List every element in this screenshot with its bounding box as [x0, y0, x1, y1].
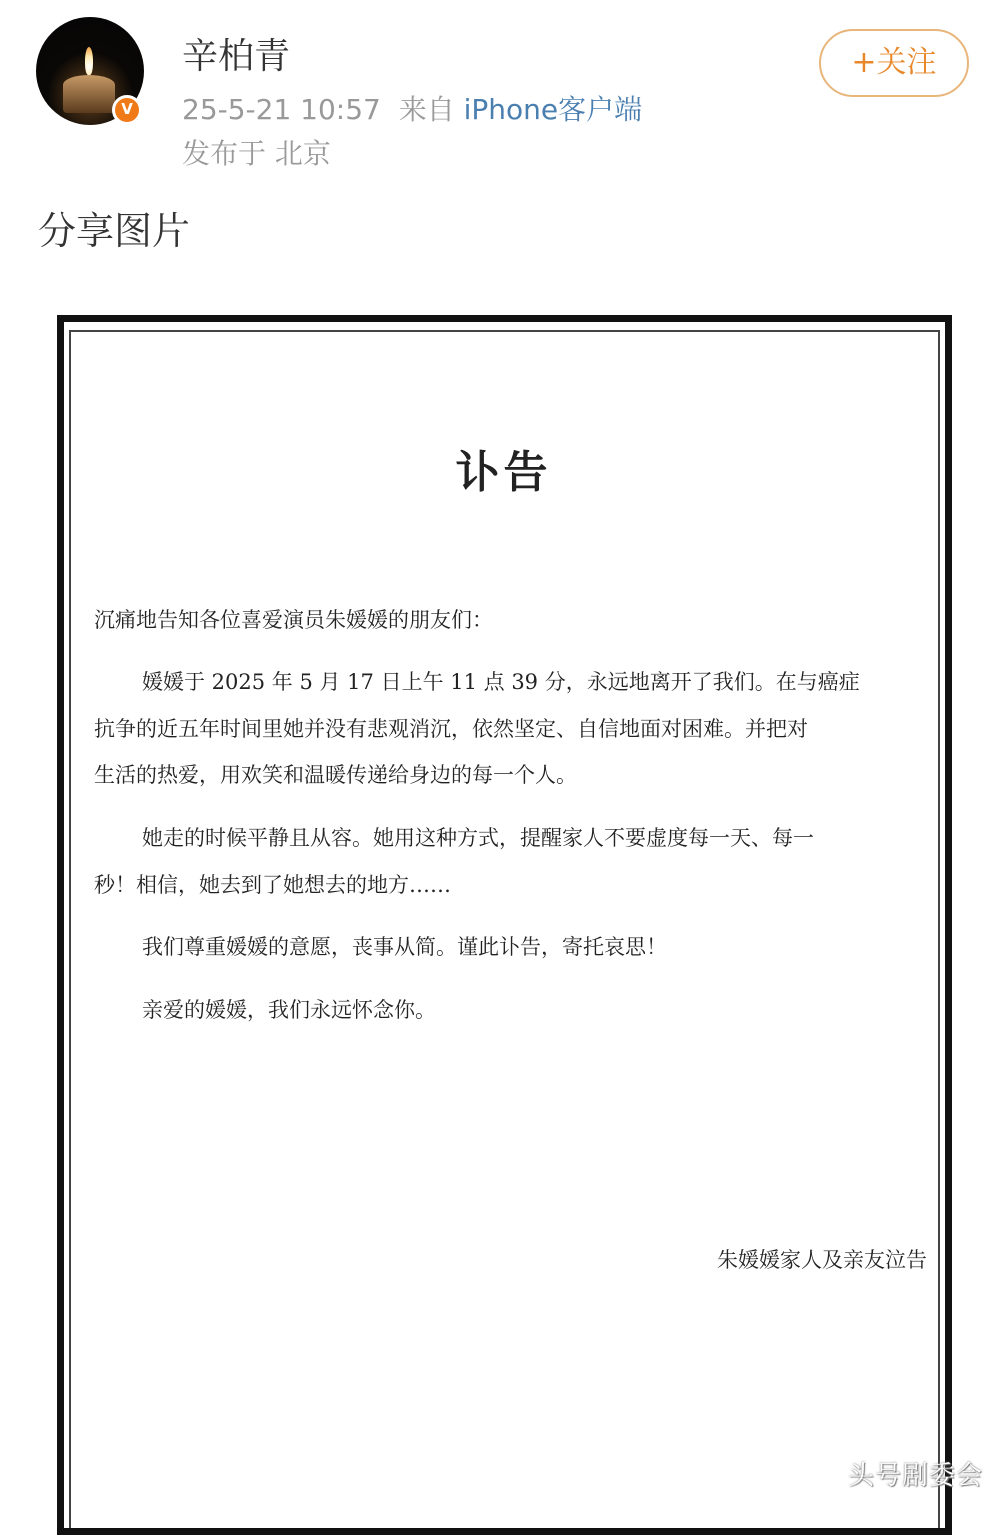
notice-line: 我们尊重媛媛的意愿，丧事从简。谨此讣告，寄托哀思！ — [142, 935, 667, 959]
notice-line: 生活的热爱，用欢笑和温暖传递给身边的每一个人。 — [94, 763, 577, 787]
post-source[interactable]: iPhone客户端 — [463, 93, 643, 126]
post-time: 25-5-21 10:57 — [182, 93, 381, 126]
from-label: 来自 — [398, 93, 455, 126]
post-text: 分享图片 — [38, 209, 191, 253]
notice-line: 亲爱的媛媛，我们永远怀念你。 — [142, 998, 436, 1022]
notice-line: 她走的时候平静且从容。她用这种方式，提醒家人不要虚度每一天、每一 — [142, 826, 814, 850]
notice-line: 秒！相信，她去到了她想去的地方…… — [94, 873, 451, 897]
notice-line: 抗争的近五年时间里她并没有悲观消沉，依然坚定、自信地面对困难。并把对 — [94, 717, 808, 741]
candle-flame-icon — [85, 47, 93, 75]
post-location: 发布于 北京 — [182, 137, 331, 170]
notice-title: 讣告 — [455, 447, 552, 498]
follow-button[interactable]: +关注 — [819, 29, 969, 97]
watermark: 头号剧委会 — [848, 1461, 984, 1491]
notice-line: 媛媛于 2025 年 5 月 17 日上午 11 点 39 分，永远地离开了我们。在与癌症 — [142, 670, 860, 694]
notice-line: 沉痛地告知各位喜爱演员朱媛媛的朋友们： — [94, 608, 493, 632]
verified-badge-icon: V — [112, 95, 142, 125]
notice-signature: 朱媛媛家人及亲友泣告 — [717, 1248, 927, 1272]
user-name[interactable]: 辛柏青 — [182, 36, 291, 77]
candle-icon — [63, 75, 115, 113]
post-meta — [182, 88, 642, 128]
